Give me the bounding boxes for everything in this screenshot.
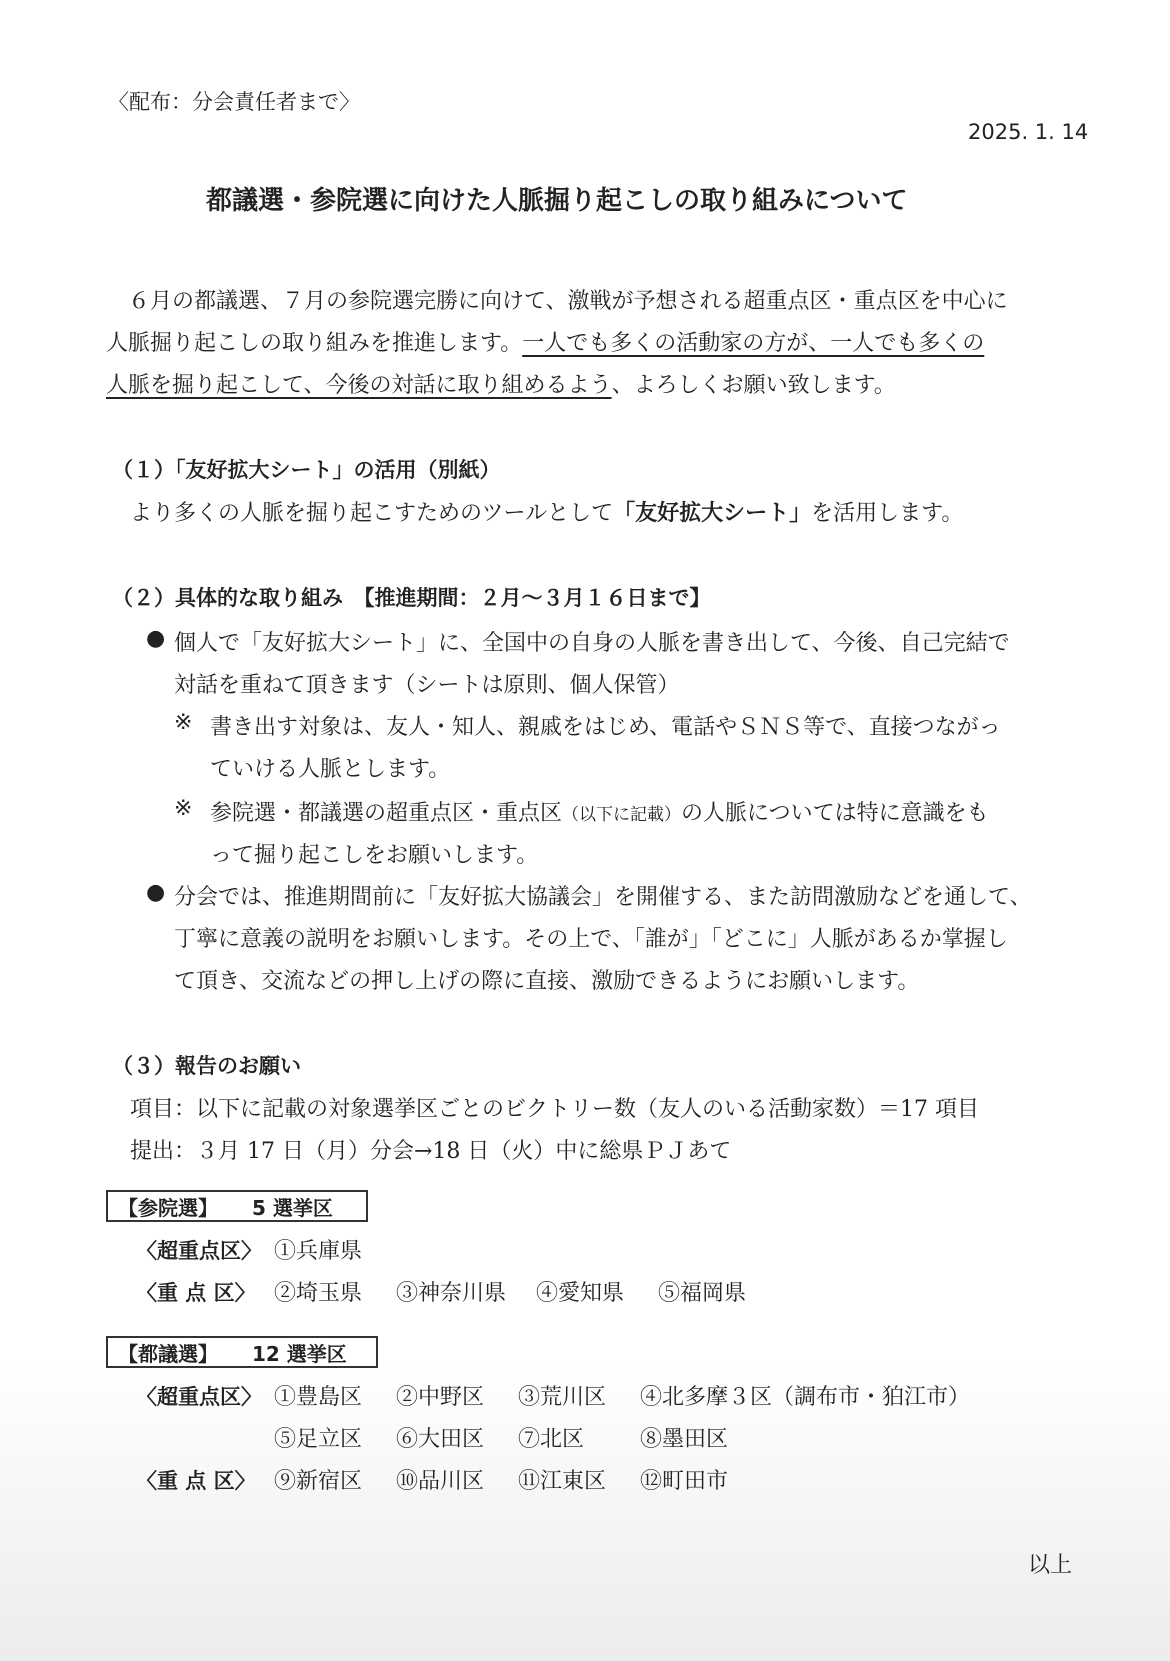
intro-line-2-underlined: 一人でも多くの活動家の方が、一人でも多くの	[522, 331, 985, 356]
intro-line-1: ６月の都議選、７月の参院選完勝に向けて、激戦が予想される超重点区・重点区を中心に	[128, 289, 1008, 314]
togisen-key-label: 〈重 点 区〉	[136, 1469, 256, 1493]
togisen-super-label: 〈超重点区〉	[136, 1385, 262, 1409]
district-item: ④北多摩３区（調布市・狛江市）	[640, 1385, 971, 1410]
bullet-2-line-3: て頂き、交流などの押し上げの際に直接、激励できるようにお願いします。	[174, 969, 920, 994]
end-mark: 以上	[1028, 1553, 1073, 1578]
togisen-super-row-1	[136, 1380, 970, 1411]
section-2-heading: （２）具体的な取り組み 【推進期間：２月～３月１６日まで】	[112, 586, 711, 610]
sangiin-label: 【参院選】	[118, 1195, 218, 1220]
section-1-body-post: を活用します。	[811, 501, 964, 526]
document-title: 都議選・参院選に向けた人脈掘り起こしの取り組みについて	[206, 186, 908, 216]
note-1-line-2: ていける人脈とします。	[210, 757, 451, 782]
bullet-2-line-2: 丁寧に意義の説明をお願いします。その上で、「誰が」「どこに」人脈があるか掌握し	[174, 927, 1008, 952]
bullet-icon: ●	[146, 626, 166, 651]
sangiin-key-label: 〈重 点 区〉	[136, 1281, 256, 1305]
intro-line-3-underlined: 人脈を掘り起こして、今後の対話に取り組めるよう	[106, 373, 612, 398]
district-item: ⑦北区	[518, 1427, 585, 1452]
district-item: ⑤福岡県	[658, 1281, 747, 1306]
distribution-note: 〈配布：分会責任者まで〉	[108, 90, 360, 114]
togisen-label: 【都議選】	[118, 1341, 218, 1366]
sangiin-key-row	[136, 1276, 746, 1307]
section-1-body	[130, 496, 963, 527]
intro-line-2-plain: 人脈掘り起こしの取り組みを推進します。	[106, 331, 523, 356]
bullet-1-line-2: 対話を重ねて頂きます（シートは原則、個人保管）	[174, 673, 680, 698]
sangiin-super-row	[136, 1234, 362, 1265]
district-item: ②埼玉県	[274, 1281, 363, 1306]
district-item: ②中野区	[396, 1385, 485, 1410]
district-item: ⑨新宿区	[274, 1469, 363, 1494]
section-3-item-line: 項目：以下に記載の対象選挙区ごとのビクトリー数（友人のいる活動家数）＝17 項目	[130, 1097, 979, 1122]
note-2-line-1	[210, 796, 989, 827]
note-2-line-2: って掘り起こしをお願いします。	[210, 843, 539, 868]
section-1-body-pre: より多くの人脈を掘り起こすためのツールとして	[130, 501, 614, 526]
sangiin-super-label: 〈超重点区〉	[136, 1239, 262, 1263]
district-item: ⑤足立区	[274, 1427, 363, 1452]
togisen-header-box	[106, 1336, 378, 1368]
district-item: ①兵庫県	[274, 1239, 363, 1264]
togisen-key-row	[136, 1464, 728, 1495]
intro-line-3-plain: 、よろしくお願い致します。	[611, 373, 896, 398]
note-1-mark: ※	[174, 710, 193, 735]
note-2-line-1-a: 参院選・都議選の超重点区・重点区	[210, 801, 563, 826]
note-2-mark: ※	[174, 796, 193, 821]
togisen-count: 12 選挙区	[252, 1341, 347, 1366]
note-1-line-1: 書き出す対象は、友人・知人、親戚をはじめ、電話やＳＮＳ等で、直接つながっ	[210, 715, 1001, 740]
district-item: ①豊島区	[274, 1385, 363, 1410]
bullet-1-line-1: 個人で「友好拡大シート」に、全国中の自身の人脈を書き出して、今後、自己完結で	[174, 631, 1010, 656]
section-1-body-bold: 「友好拡大シート」	[613, 501, 812, 526]
section-3-heading: （３）報告のお願い	[112, 1054, 301, 1078]
district-item: ③荒川区	[518, 1385, 607, 1410]
district-item: ④愛知県	[536, 1281, 625, 1306]
district-item: ⑩品川区	[396, 1469, 485, 1494]
intro-line-2	[106, 326, 984, 357]
section-3-submit-line: 提出：３月 17 日（月）分会→18 日（火）中に総県ＰＪあて	[130, 1139, 732, 1164]
intro-line-3	[106, 368, 896, 399]
district-item: ⑧墨田区	[640, 1427, 729, 1452]
district-item: ⑪江東区	[518, 1469, 607, 1494]
togisen-super-row-2	[274, 1422, 728, 1453]
district-item: ⑥大田区	[396, 1427, 485, 1452]
section-1-heading: （１）「友好拡大シート」の活用（別紙）	[112, 458, 501, 482]
note-2-line-1-small: （以下に記載）	[562, 805, 682, 825]
bullet-icon: ●	[146, 880, 166, 905]
district-item: ③神奈川県	[396, 1281, 507, 1306]
sangiin-count: 5 選挙区	[252, 1195, 333, 1220]
document-date: 2025. 1. 14	[968, 120, 1089, 144]
district-item: ⑫町田市	[640, 1469, 729, 1494]
bullet-2-line-1: 分会では、推進期間前に「友好拡大協議会」を開催する、また訪問激励などを通して、	[174, 885, 1032, 910]
note-2-line-1-b: の人脈については特に意識をも	[681, 801, 989, 826]
sangiin-header-box	[106, 1190, 368, 1222]
